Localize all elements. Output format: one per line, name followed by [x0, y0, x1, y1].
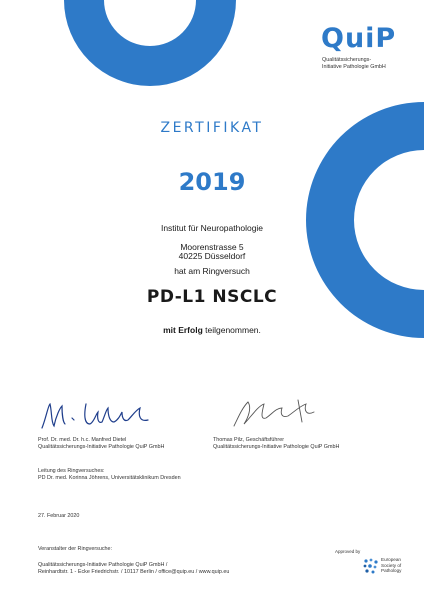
signature-pilz [228, 396, 324, 434]
approval-label: Approved by [335, 549, 361, 554]
recipient-street: Moorenstrasse 5 [180, 242, 244, 252]
ringversuch-lead [38, 468, 181, 482]
recipient-city: 40225 Düsseldorf [178, 251, 246, 261]
logo-subtitle [322, 57, 386, 71]
ringversuch-lead-label: Leitung des Ringversuches: [38, 468, 105, 474]
logo-subtitle-line1: Qualitätssicherungs- [322, 57, 372, 63]
organizer-line2: Reinhardtstr. 1 - Ecke Friedrichstr. / 10117 Berlin / office@quip.eu / www.quip.eu [38, 569, 230, 575]
organizer-label: Veranstalter der Ringversuche: [38, 546, 113, 552]
signatory-pilz-org: Qualitätssicherungs-Initiative Pathologie QuiP GmbH [213, 444, 340, 450]
esp-name-line2: Society of [381, 562, 402, 568]
signatory-pilz [213, 437, 339, 451]
esp-logo-icon [362, 557, 380, 575]
signatory-pilz-name: Thomas Pilz, Geschäftsführer [213, 437, 285, 443]
signatory-dietel [38, 437, 164, 451]
result-emphasis: mit Erfolg [163, 325, 203, 335]
esp-name [381, 557, 401, 574]
signatory-dietel-org: Qualitätssicherungs-Initiative Pathologie QuiP GmbH [38, 444, 165, 450]
logo-wordmark: QuiP [321, 23, 397, 54]
test-name: PD-L1 NSCLC [146, 287, 278, 307]
organizer-line1: Qualitätssicherungs-Initiative Pathologie QuiP GmbH / [38, 562, 168, 568]
certificate-date: 27. Februar 2020 [38, 513, 80, 519]
ringversuch-lead-name: PD Dr. med. Korinna Jöhrens, Universitätsklinikum Dresden [38, 475, 181, 481]
certificate-year: 2019 [178, 168, 246, 196]
organizer-address [38, 562, 229, 576]
top-left-blue-arc [64, 0, 236, 86]
esp-name-line3: Pathology [381, 568, 402, 574]
esp-name-line1: European [381, 557, 401, 562]
result-rest: teilgenommen. [202, 325, 261, 335]
certificate-heading: ZERTIFIKAT [160, 120, 264, 136]
recipient-institute: Institut für Neuropathologie [160, 223, 264, 233]
result-text [0, 325, 424, 335]
participation-text: hat am Ringversuch [174, 266, 250, 276]
signature-dietel [38, 398, 158, 434]
logo-subtitle-line2: Initiative Pathologie GmbH [322, 64, 386, 70]
signatory-dietel-name: Prof. Dr. med. Dr. h.c. Manfred Dietel [38, 437, 127, 443]
